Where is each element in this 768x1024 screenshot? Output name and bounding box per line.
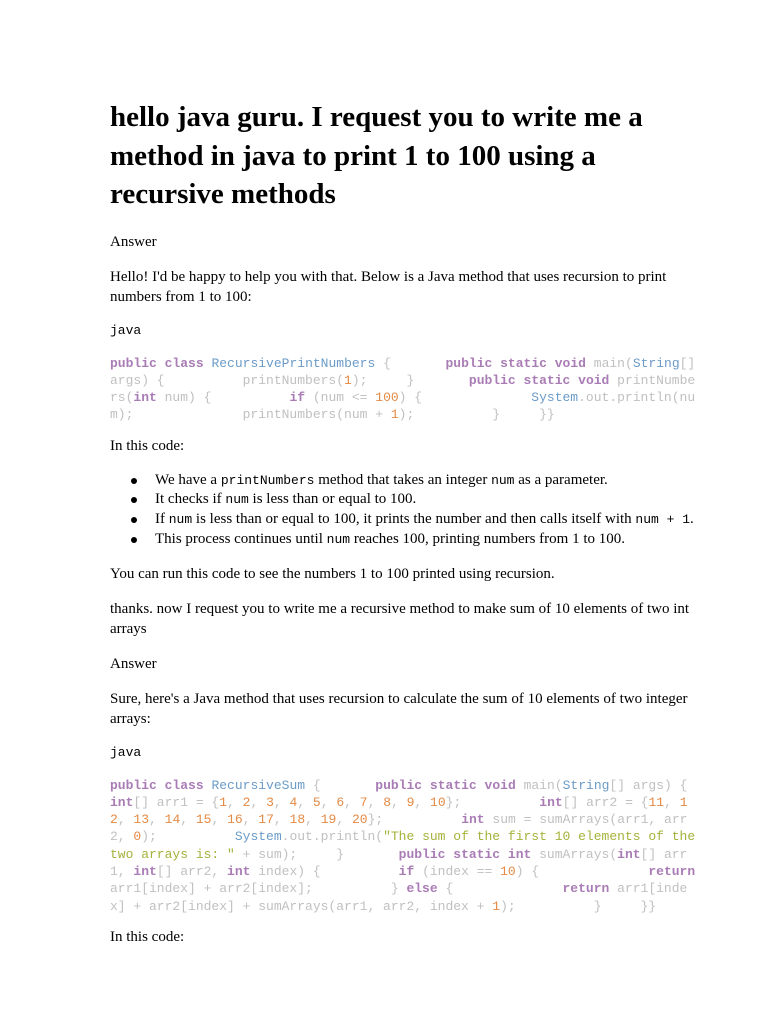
- code-token: .out.println(num); printNumbers(num +: [110, 390, 696, 423]
- code-token: static: [500, 355, 547, 371]
- code-token: ,: [117, 812, 134, 828]
- list-item: [155, 510, 710, 530]
- code-token: );: [141, 829, 235, 845]
- code-block: [110, 355, 704, 424]
- list-item-text: reaches 100, printing numbers from 1 to 100.: [350, 530, 626, 547]
- code-token: 1: [492, 898, 501, 914]
- code-token: ) {: [398, 390, 532, 406]
- code-token: [157, 778, 165, 793]
- code-token: ,: [414, 794, 431, 810]
- question-heading: hello java guru. I request you to write me a method in java to print 1 to 100 using a recursive methods: [110, 101, 643, 210]
- code-token: 1: [390, 407, 399, 423]
- in-this-code-label-2: In this code:: [110, 928, 185, 945]
- code-token: 2: [242, 794, 251, 810]
- code-token: ,: [305, 812, 321, 828]
- code-token: 8: [383, 794, 391, 810]
- code-token: public: [375, 777, 423, 793]
- code-token: static: [429, 777, 477, 793]
- code-token: ,: [367, 794, 384, 810]
- code-token: ,: [336, 812, 352, 828]
- code-token: ,: [250, 794, 267, 810]
- list-item-text: We have a: [155, 471, 221, 488]
- code-token: 20: [351, 812, 368, 828]
- code-token: ,: [242, 812, 259, 828]
- code-token: ,: [320, 794, 337, 810]
- code-token: ,: [180, 812, 196, 828]
- code-token: int: [110, 794, 134, 810]
- code-token: if: [289, 390, 306, 406]
- code-token: int: [227, 863, 251, 879]
- follow-up-question: thanks. now I request you to write me a recursive method to make sum of 10 elements of two int arrays: [110, 600, 690, 637]
- code-token: 100: [375, 390, 399, 406]
- answer-intro: Hello! I'd be happy to help you with that. Below is a Java method that uses recursion to print numbers from 1 to 100:: [110, 268, 667, 305]
- code-token: (num <=: [305, 390, 376, 406]
- code-token: [] arr2 = {: [562, 794, 649, 810]
- code-token: [157, 356, 165, 371]
- inline-code: num + 1: [635, 512, 691, 528]
- code-token: public: [110, 355, 157, 371]
- list-item-text: method that takes an integer: [314, 471, 492, 488]
- inline-code: num: [491, 472, 515, 488]
- code-token: if: [398, 863, 415, 879]
- code-token: return: [648, 863, 696, 879]
- code-token: RecursiveSum: [211, 777, 306, 793]
- code-token: RecursivePrintNumbers: [211, 355, 376, 371]
- code-token: 15: [195, 812, 212, 828]
- code-token: [477, 778, 485, 793]
- code-token: else: [406, 881, 438, 897]
- list-item: [155, 530, 710, 550]
- answer-label: Answer: [110, 233, 157, 250]
- code-token: 7: [359, 794, 368, 810]
- code-token: 4: [289, 794, 298, 810]
- code-token: sumArrays(: [531, 846, 618, 862]
- inline-code: num: [168, 512, 193, 528]
- code-token: [570, 373, 578, 388]
- code-token: ,: [344, 794, 360, 810]
- code-token: 6: [336, 794, 345, 810]
- inline-code: printNumbers: [220, 472, 315, 488]
- code-token: static: [523, 372, 571, 388]
- in-this-code-label: In this code:: [110, 437, 185, 454]
- code-token: void: [484, 777, 516, 793]
- code-token: 12: [110, 794, 688, 828]
- code-token: void: [578, 372, 610, 388]
- code-token: void: [554, 355, 586, 371]
- explanation-list: [110, 471, 710, 550]
- code-token: ,: [664, 794, 680, 810]
- code-token: int: [507, 846, 532, 862]
- code-token: {: [305, 777, 376, 793]
- list-item-text: as a parameter.: [514, 471, 608, 488]
- code-language-label-2: java: [110, 744, 142, 760]
- answer-outro: You can run this code to see the numbers 1 to 100 printed using recursion.: [110, 565, 555, 582]
- code-token: return: [562, 881, 610, 897]
- code-token: ,: [211, 812, 228, 828]
- code-token: 16: [227, 812, 243, 828]
- code-token: int: [539, 794, 563, 810]
- code-token: class: [164, 777, 204, 793]
- code-token: ); } }}: [398, 407, 555, 423]
- code-token: System: [234, 829, 282, 845]
- inline-code: num: [326, 531, 351, 547]
- code-token: {: [375, 355, 446, 371]
- code-token: ) {: [515, 863, 649, 879]
- code-token: };: [367, 812, 462, 828]
- code-token: .out.println(: [281, 829, 384, 845]
- code-token: printNumbers(: [110, 372, 696, 406]
- code-token: ); }: [351, 372, 469, 388]
- list-item-text: is less than or equal to 100.: [248, 491, 417, 508]
- code-token: [516, 373, 524, 388]
- code-language-label: java: [110, 322, 142, 338]
- code-token: [] arr1,: [110, 846, 688, 879]
- code-token: (: [625, 355, 633, 371]
- code-token: 5: [312, 794, 321, 810]
- code-token: 10: [430, 794, 446, 810]
- code-token: String: [632, 355, 680, 371]
- code-token: [] arr2,: [156, 863, 228, 879]
- code-token: (index ==: [414, 863, 501, 879]
- answer-intro-2: Sure, here's a Java method that uses recursion to calculate the sum of 10 elements of two integer arrays:: [110, 690, 688, 727]
- code-token: ,: [273, 812, 290, 828]
- code-token: static: [453, 846, 501, 862]
- code-token: main: [523, 777, 555, 793]
- code-token: index) {: [250, 863, 399, 879]
- code-token: String: [562, 777, 610, 793]
- code-token: [547, 356, 555, 371]
- code-token: 18: [289, 812, 306, 828]
- code-token: num) {: [156, 390, 290, 406]
- code-token: 17: [258, 812, 274, 828]
- code-token: arr1[index] + arr2[index]; }: [110, 863, 703, 897]
- code-token: int: [461, 812, 485, 828]
- code-token: main: [593, 355, 625, 371]
- code-token: ,: [391, 794, 407, 810]
- code-token: [] args) { printNumbers(: [110, 355, 704, 388]
- code-token: ,: [227, 794, 243, 810]
- code-token: + sum); }: [234, 846, 399, 862]
- code-token: "The sum of the first 10 elements of the two arrays is: ": [110, 829, 703, 862]
- code-token: [492, 356, 500, 371]
- code-token: [516, 778, 524, 793]
- list-item-text: is less than or equal to 100, it prints the number and then calls itself with: [192, 511, 636, 528]
- code-token: };: [445, 794, 540, 810]
- code-token: [] args) {: [609, 777, 766, 793]
- code-token: public: [398, 846, 446, 862]
- code-token: public: [445, 355, 493, 371]
- list-item: [155, 490, 710, 510]
- code-token: [586, 356, 594, 371]
- code-token: class: [164, 355, 204, 371]
- code-token: int: [133, 390, 157, 406]
- code-token: 1: [219, 794, 228, 810]
- code-token: 3: [266, 794, 274, 810]
- code-token: {: [437, 881, 563, 897]
- code-token: sum = sumArrays(arr1, arr2,: [110, 812, 688, 845]
- code-token: 10: [500, 863, 516, 879]
- code-token: 14: [164, 812, 181, 828]
- code-token: [] arr1 = {: [133, 794, 220, 810]
- list-item-text: This process continues until: [155, 530, 327, 547]
- code-token: [500, 847, 508, 862]
- code-token: 11: [648, 794, 665, 810]
- list-item-text: .: [690, 511, 694, 528]
- code-token: 19: [320, 812, 337, 828]
- code-token: public: [468, 372, 516, 388]
- code-token: ,: [273, 794, 290, 810]
- code-block-2: [110, 777, 766, 915]
- code-token: ,: [297, 794, 313, 810]
- code-token: [422, 778, 430, 793]
- list-item: [155, 471, 710, 491]
- inline-code: num: [225, 492, 249, 508]
- code-token: int: [617, 846, 641, 862]
- code-token: (: [554, 777, 563, 793]
- code-token: arr1[index] + arr2[index] + sumArrays(arr1, arr2, index +: [110, 881, 688, 914]
- document-page: [110, 98, 766, 962]
- list-item-text: It checks if: [155, 491, 226, 508]
- answer-label-2: Answer: [110, 655, 157, 672]
- code-token: ); } }}: [500, 898, 657, 914]
- list-item-text: If: [155, 511, 169, 528]
- code-token: int: [133, 863, 157, 879]
- code-token: 9: [406, 794, 415, 810]
- code-token: 1: [344, 372, 352, 388]
- code-token: System: [531, 390, 579, 406]
- code-token: public: [110, 777, 157, 793]
- code-token: 0: [133, 829, 142, 845]
- code-token: 13: [133, 812, 150, 828]
- code-token: ,: [149, 812, 165, 828]
